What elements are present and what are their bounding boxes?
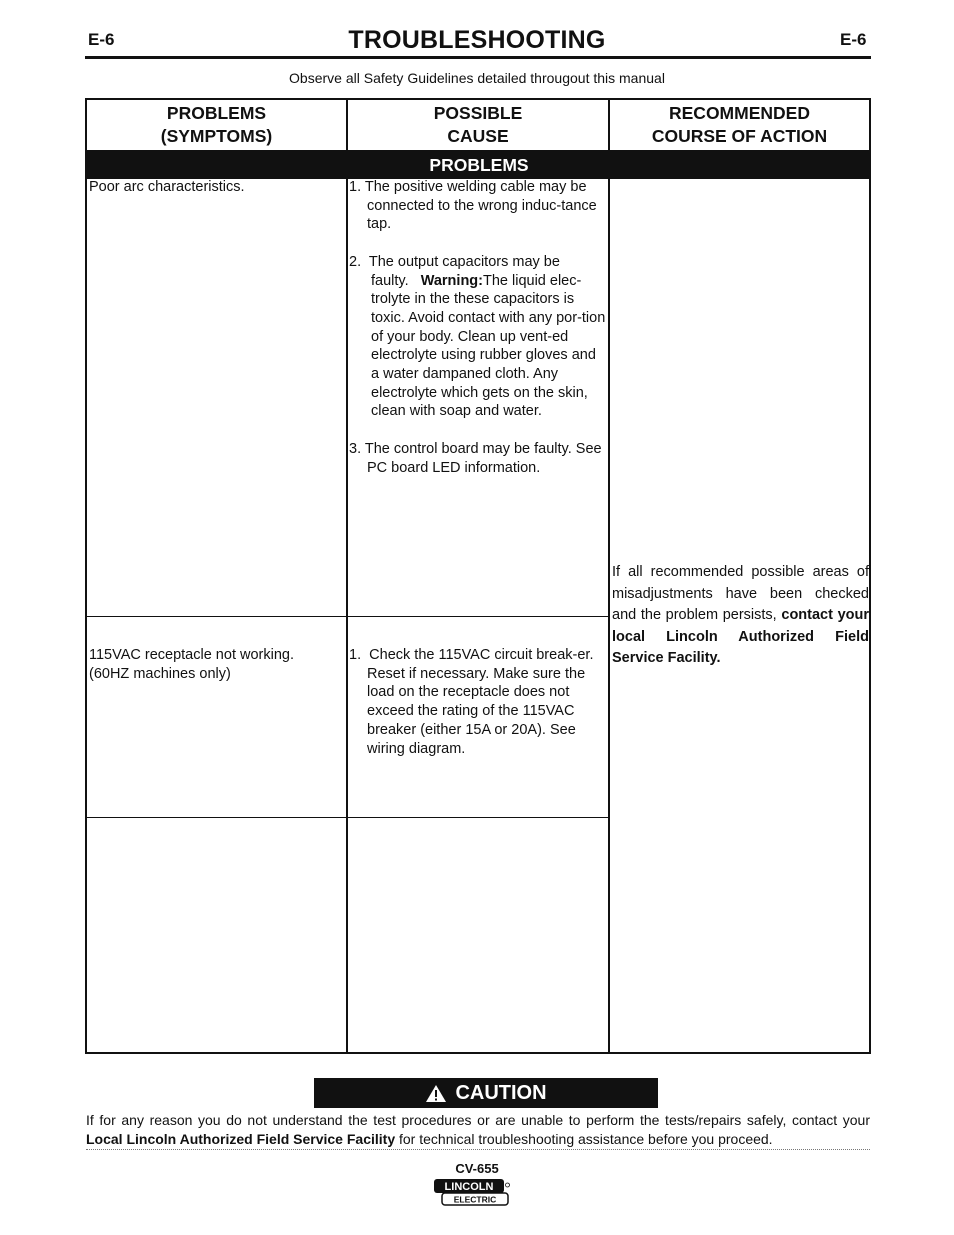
svg-text:LINCOLN: LINCOLN	[444, 1181, 494, 1193]
warning-triangle-icon	[425, 1084, 447, 1103]
footer-divider	[86, 1149, 870, 1150]
problem-cell: 115VAC receptacle not working. (60HZ machines only)	[89, 647, 294, 682]
cause-cell	[349, 178, 607, 477]
row-divider	[87, 817, 608, 818]
warning-label: Warning:	[420, 272, 483, 289]
caution-text: If for any reason you do not understand the test procedures or are unable to perform the tests/repairs safely, contact your Local Lincoln Authorized Field Service Facility for technical troubleshooting assistance before you proceed.	[86, 1112, 870, 1147]
cause-item: 1. Check the 115VAC circuit break-er. Reset if necessary. Make sure the load on the receptacle does not exceed the rating of the 115VAC breaker (either 15A or 20A). See wiring diagram.	[349, 647, 594, 757]
cause-cell	[349, 646, 607, 758]
page-title: TROUBLESHOOTING	[348, 26, 606, 54]
row-divider	[87, 616, 608, 617]
column-divider	[346, 100, 348, 1052]
model-number: CV-655	[455, 1161, 499, 1176]
action-contact: contact your local Lincoln Authorized Field Service Facility.	[612, 607, 870, 666]
page-code-right: E-6	[840, 30, 867, 49]
column-divider	[608, 100, 610, 1052]
column-header-action: RECOMMENDED COURSE OF ACTION	[651, 103, 828, 146]
svg-text:ELECTRIC: ELECTRIC	[453, 1194, 497, 1205]
cause-item: 1. The positive welding cable may be connected to the wrong induc-tance tap.	[349, 179, 597, 233]
caution-banner	[314, 1078, 658, 1108]
troubleshooting-table	[85, 98, 871, 1054]
action-cell: If all recommended possible areas of misadjustments have been checked and the problem persists, contact your local Lincoln Authorized Field Service Facility.	[612, 564, 870, 666]
cause-item: 2. The output capacitors may be faulty. Warning:The liquid elec-trolyte in the these capacitors is toxic. Avoid contact with any por-tion of your body. Clean up vent-ed electrolyte using rubber gloves and a water dampaned cloth. Any electrolyte which gets on the skin, clean with soap and water.	[349, 253, 606, 420]
section-label: PROBLEMS	[429, 155, 529, 175]
cause-item: 3. The control board may be faulty. See PC board LED information.	[349, 440, 602, 476]
column-header-cause: POSSIBLE CAUSE	[433, 103, 523, 146]
title-rule	[85, 56, 871, 59]
lincoln-electric-logo	[433, 1178, 511, 1207]
column-header-problems: PROBLEMS (SYMPTOMS)	[160, 103, 273, 146]
page-code-left: E-6	[88, 30, 115, 49]
caution-title: CAUTION	[455, 1081, 547, 1104]
safety-note: Observe all Safety Guidelines detailed througout this manual	[289, 70, 665, 86]
problem-cell: Poor arc characteristics.	[89, 179, 245, 195]
